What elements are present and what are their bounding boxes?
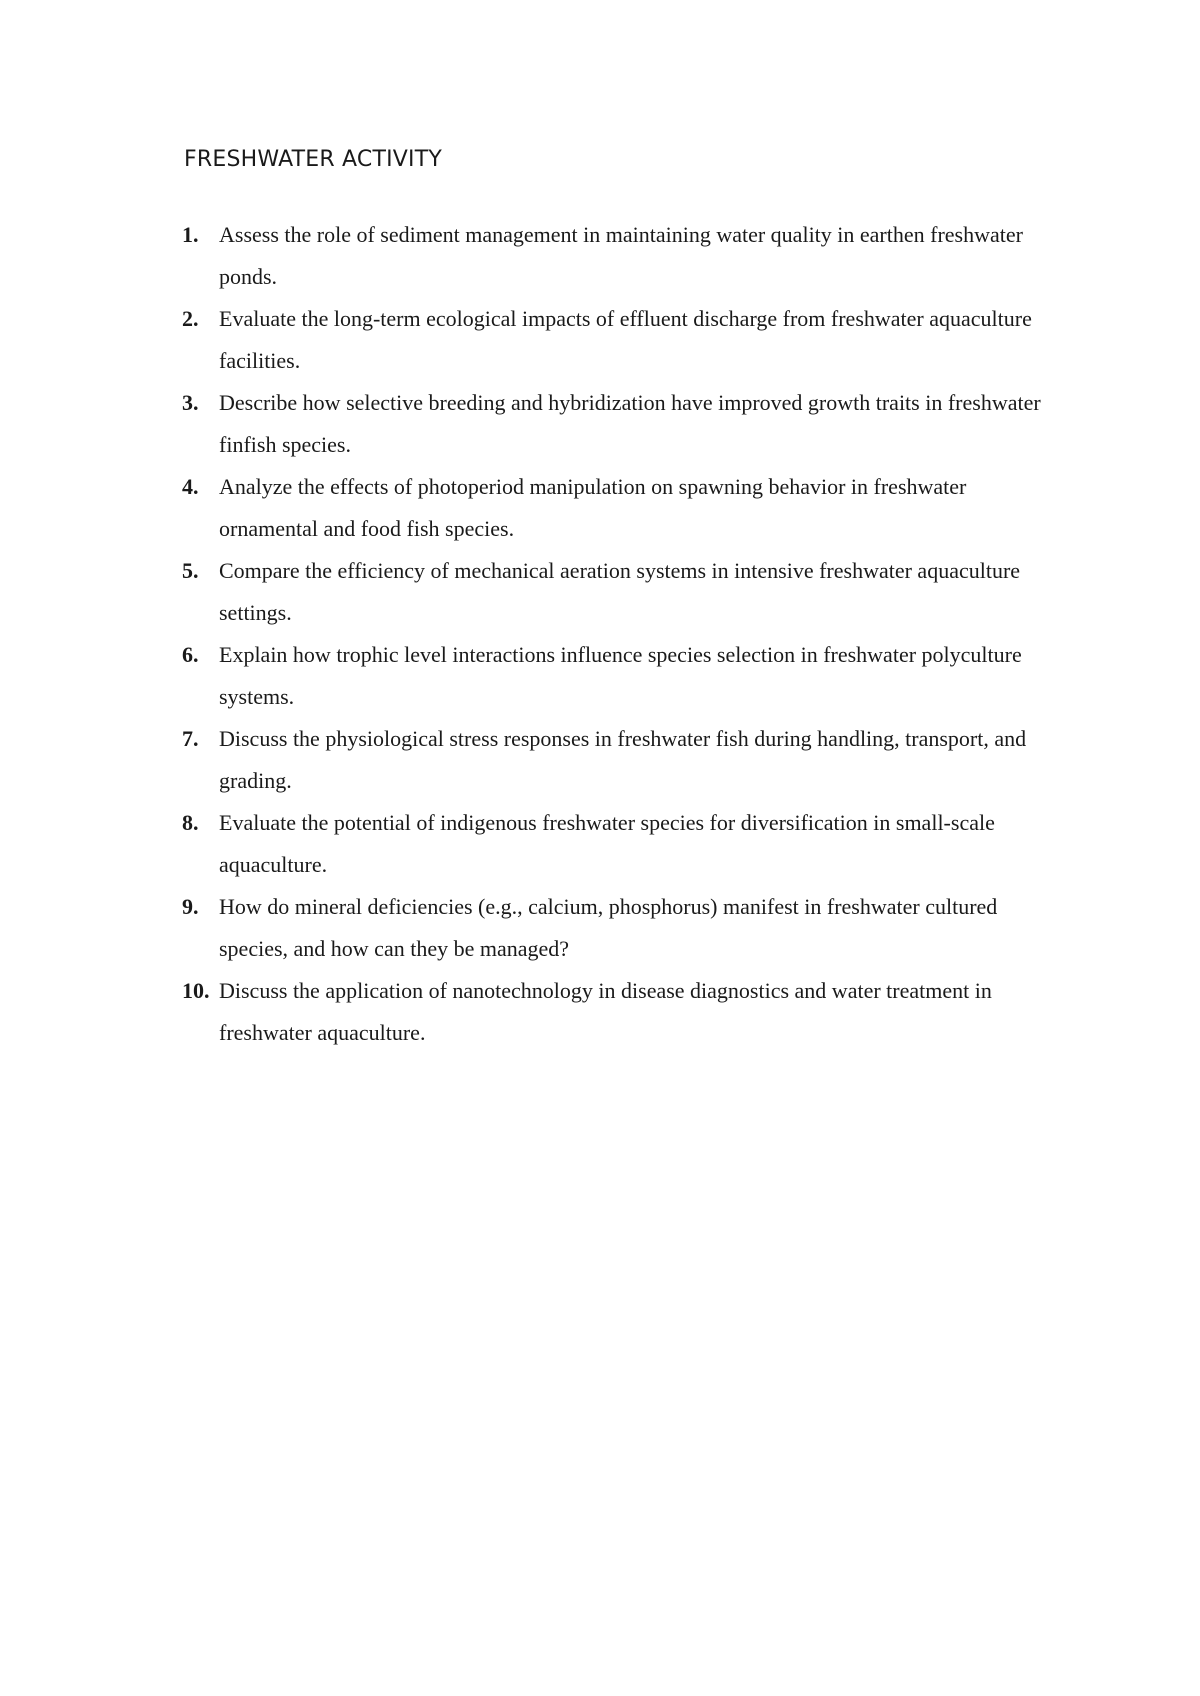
question-text: How do mineral deficiencies (e.g., calcium, phosphorus) manifest in freshwater cultured species, and how can they be managed? xyxy=(219,894,998,961)
question-item xyxy=(182,802,1062,886)
question-item xyxy=(182,298,1062,382)
question-text: Evaluate the long-term ecological impacts of effluent discharge from freshwater aquaculture facilities. xyxy=(219,306,1032,373)
question-number: 4. xyxy=(182,474,199,499)
question-list xyxy=(182,214,1062,1054)
question-item xyxy=(182,466,1062,550)
question-text: Compare the efficiency of mechanical aeration systems in intensive freshwater aquaculture settings. xyxy=(219,558,1021,625)
question-text: Describe how selective breeding and hybridization have improved growth traits in freshwater finfish species. xyxy=(219,390,1041,457)
question-text: Explain how trophic level interactions influence species selection in freshwater polyculture systems. xyxy=(219,642,1022,709)
document-title: FRESHWATER ACTIVITY xyxy=(184,147,443,172)
question-item xyxy=(182,634,1062,718)
question-number: 10. xyxy=(182,978,210,1003)
question-item xyxy=(182,970,1062,1054)
question-number: 2. xyxy=(182,306,199,331)
question-number: 7. xyxy=(182,726,199,751)
question-text: Analyze the effects of photoperiod manipulation on spawning behavior in freshwater ornamental and food fish species. xyxy=(219,474,967,541)
question-text: Discuss the application of nanotechnology in disease diagnostics and water treatment in freshwater aquaculture. xyxy=(219,978,992,1045)
question-item xyxy=(182,718,1062,802)
question-number: 5. xyxy=(182,558,199,583)
question-text: Discuss the physiological stress responses in freshwater fish during handling, transport, and grading. xyxy=(219,726,1027,793)
question-item xyxy=(182,886,1062,970)
question-item xyxy=(182,382,1062,466)
question-text: Assess the role of sediment management in maintaining water quality in earthen freshwater ponds. xyxy=(219,222,1023,289)
question-text: Evaluate the potential of indigenous freshwater species for diversification in small-scale aquaculture. xyxy=(219,810,995,877)
question-item xyxy=(182,550,1062,634)
question-number: 6. xyxy=(182,642,199,667)
question-item xyxy=(182,214,1062,298)
question-number: 3. xyxy=(182,390,199,415)
question-number: 1. xyxy=(182,222,199,247)
question-number: 8. xyxy=(182,810,199,835)
question-number: 9. xyxy=(182,894,199,919)
